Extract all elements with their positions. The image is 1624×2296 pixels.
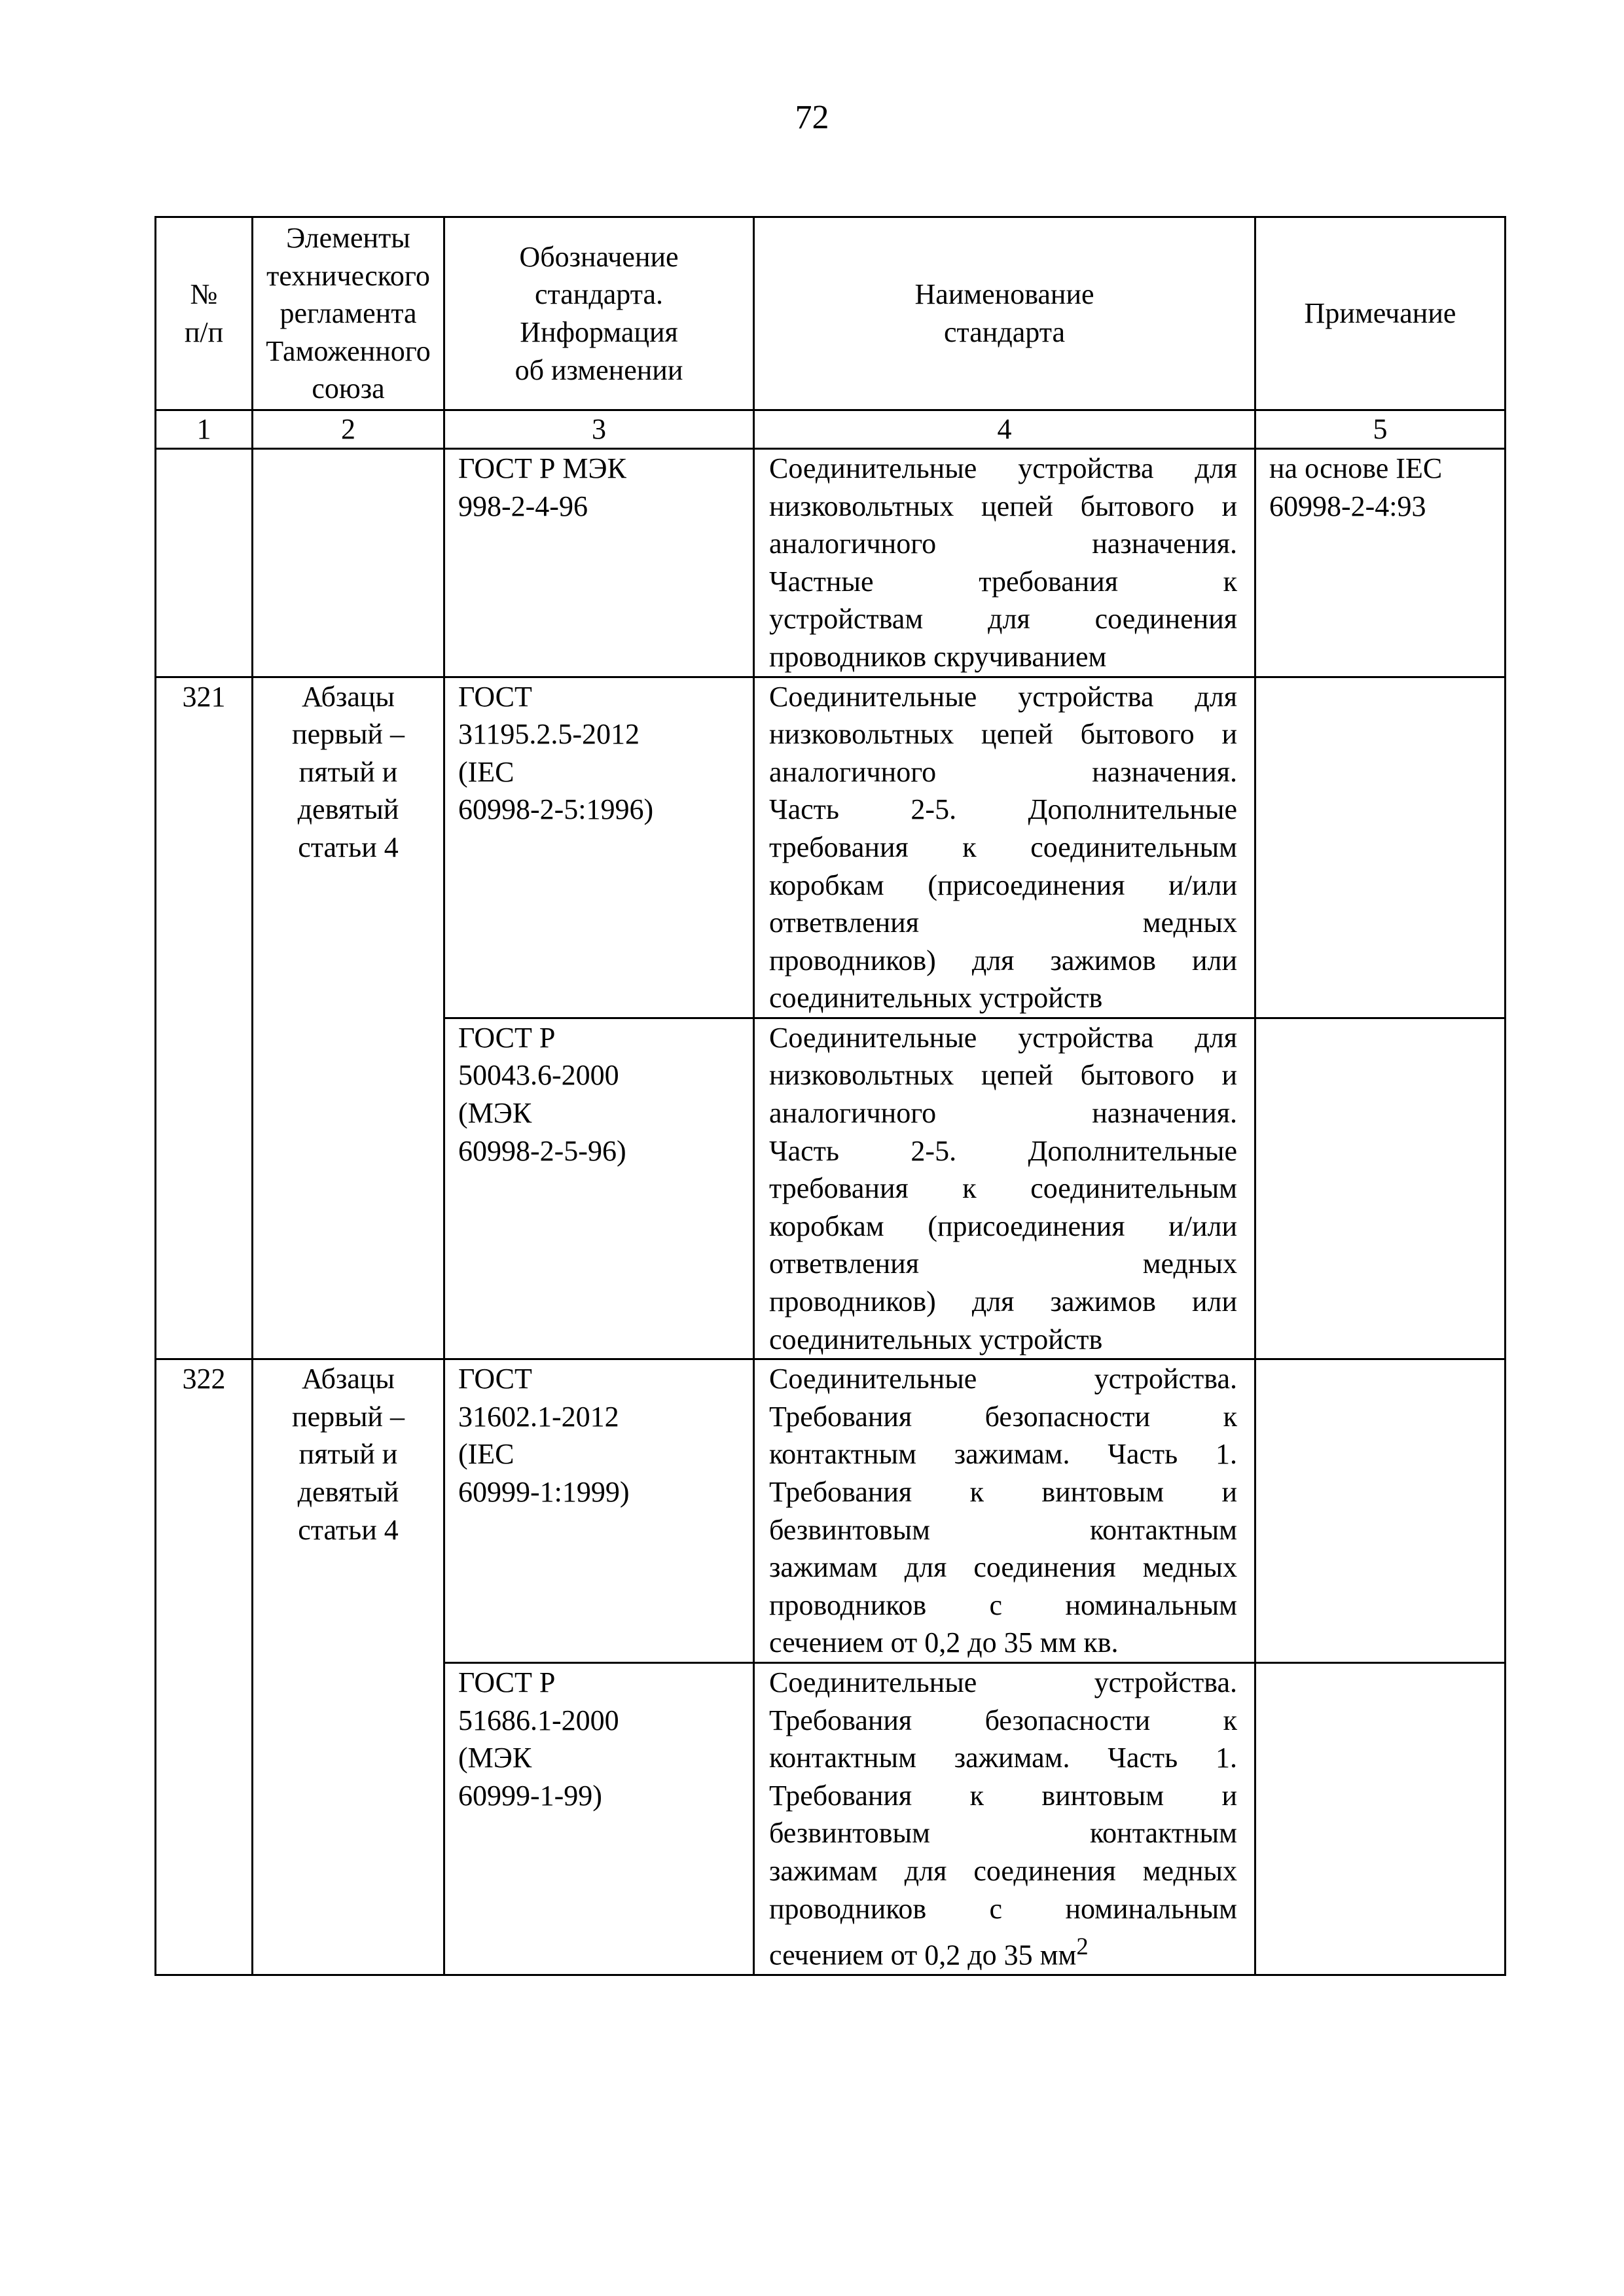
- table-row: [156, 1359, 1506, 1663]
- row-name: Соединительные устройства для низковольтных цепей бытового и аналогичного назначения. Часть 2-5. Дополнительные требования к соединительным коробкам (присоединения и/или ответвления медных проводников) для зажимов или соединительных устройств: [754, 1018, 1255, 1359]
- row-elements: [253, 448, 444, 677]
- header-row: [156, 217, 1506, 410]
- row-number: 321: [156, 677, 253, 1359]
- row-designation: ГОСТ Р 51686.1-2000 (МЭК 60999-1-99): [444, 1662, 754, 1975]
- row-designation: ГОСТ 31195.2.5-2012 (IEC 60998-2-5:1996): [444, 677, 754, 1018]
- header-designation: Обозначение стандарта. Информация об изменении: [444, 217, 754, 410]
- table-row: [156, 448, 1506, 677]
- row-note: [1255, 1018, 1506, 1359]
- row-elements: Абзацы первый – пятый и девятый статьи 4: [253, 677, 444, 1359]
- column-number: 1: [156, 410, 253, 448]
- row-note: [1255, 1662, 1506, 1975]
- row-name: Соединительные устройства для низковольтных цепей бытового и аналогичного назначения. Часть 2-5. Дополнительные требования к соединительным коробкам (присоединения и/или ответвления медных проводников) для зажимов или соединительных устройств: [754, 677, 1255, 1018]
- row-designation: ГОСТ Р МЭК 998-2-4-96: [444, 448, 754, 677]
- column-number: 2: [253, 410, 444, 448]
- column-number: 3: [444, 410, 754, 448]
- row-designation: ГОСТ 31602.1-2012 (IEC 60999-1:1999): [444, 1359, 754, 1663]
- row-note: на основе IEC 60998-2-4:93: [1255, 448, 1506, 677]
- column-number: 4: [754, 410, 1255, 448]
- standards-table: [154, 216, 1506, 1976]
- column-number: 5: [1255, 410, 1506, 448]
- row-designation: ГОСТ Р 50043.6-2000 (МЭК 60998-2-5-96): [444, 1018, 754, 1359]
- header-name: Наименование стандарта: [754, 217, 1255, 410]
- row-number: [156, 448, 253, 677]
- superscript: 2: [1076, 1933, 1089, 1960]
- row-name: Соединительные устройства. Требования безопасности к контактным зажимам. Часть 1. Требования к винтовым и безвинтовым контактным зажимам для соединения медных проводников с номинальным сечением от 0,2 до 35 мм кв.: [754, 1359, 1255, 1663]
- row-note: [1255, 1359, 1506, 1663]
- row-name: Соединительные устройства. Требования безопасности к контактным зажимам. Часть 1. Требования к винтовым и безвинтовым контактным зажимам для соединения медных проводников с номинальным сечением от 0,2 до 35 $мм^2$: [754, 1662, 1255, 1975]
- row-note: [1255, 677, 1506, 1018]
- row-name: Соединительные устройства для низковольтных цепей бытового и аналогичного назначения. Частные требования к устройствам для соединения проводников скручиванием: [754, 448, 1255, 677]
- name-text: сечением от 0,2 до 35 мм: [769, 1939, 1077, 1971]
- row-number: 322: [156, 1359, 253, 1975]
- page-number: 72: [795, 99, 829, 136]
- header-note: Примечание: [1255, 217, 1506, 410]
- header-elements: Элементы технического регламента Таможенного союза: [253, 217, 444, 410]
- table-row: [156, 677, 1506, 1018]
- row-elements: Абзацы первый – пятый и девятый статьи 4: [253, 1359, 444, 1975]
- column-number-row: [156, 410, 1506, 448]
- header-number: № п/п: [156, 217, 253, 410]
